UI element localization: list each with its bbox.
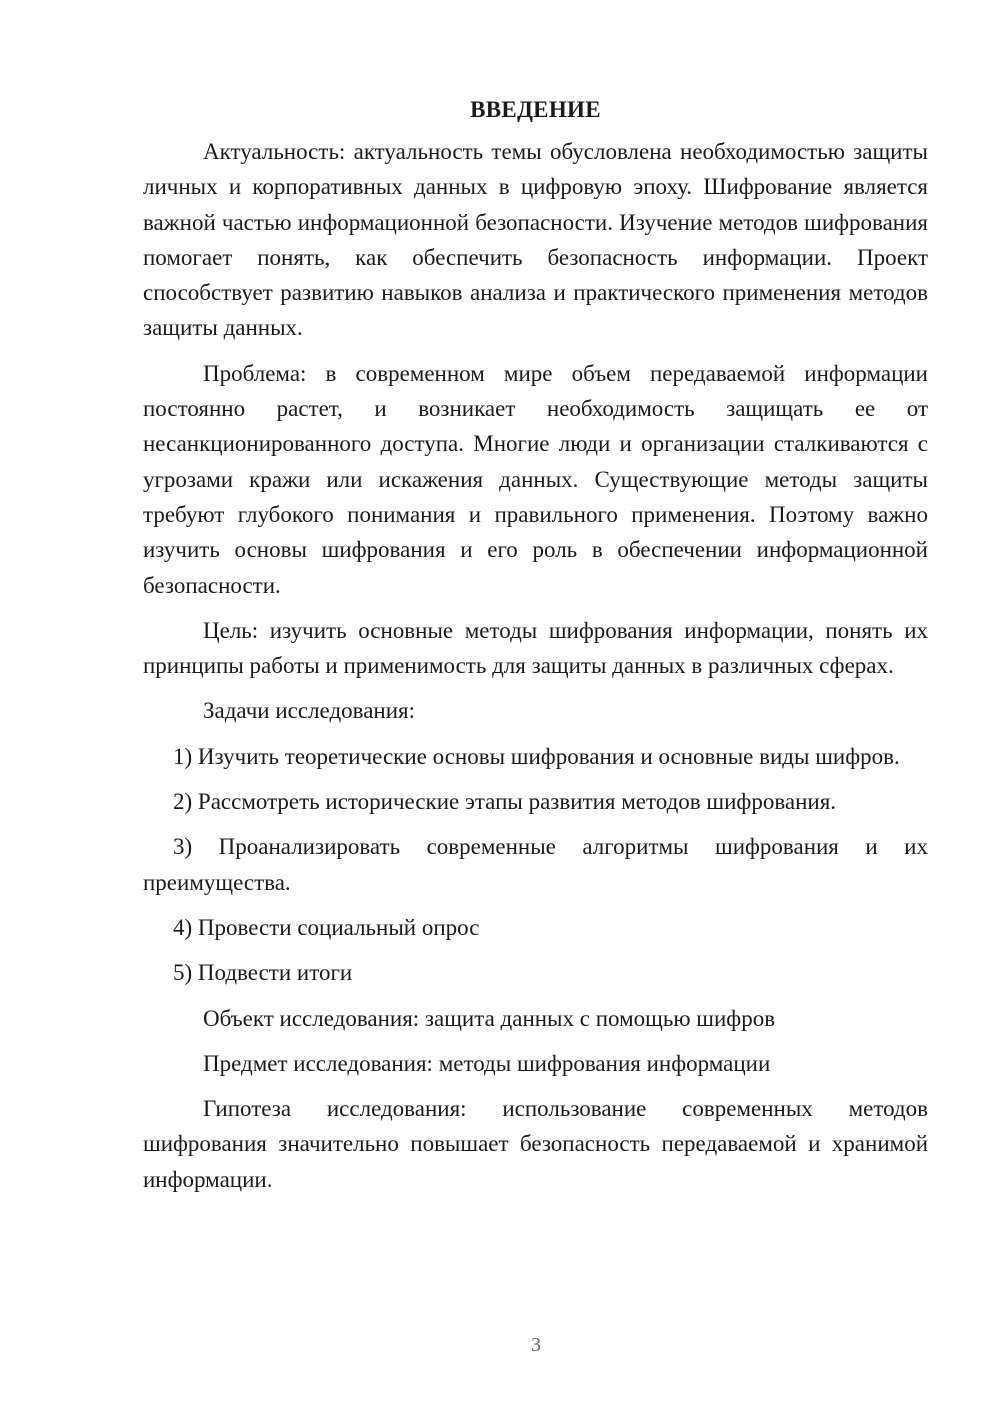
task-item-1: 1) Изучить теоретические основы шифрования и основные виды шифров.	[173, 743, 900, 769]
document-body	[143, 92, 928, 1207]
task-item-5: 5) Подвести итоги	[173, 960, 353, 986]
section-title: ВВЕДЕНИЕ	[470, 97, 601, 122]
paragraph-problem: Проблема: в современном мире объем передаваемой информации постоянно растет, и возникает необходимость защищать ее от несанкционированного доступа. Многие люди и организации сталкиваются с угрозами кражи или искажения данных. Существующие методы защиты требуют глубокого понимания и правильного применения. Поэтому важно изучить основы шифрования и его роль в обеспечении информационной безопасности.	[143, 360, 928, 598]
paragraph-object: Объект исследования: защита данных с помощью шифров	[203, 1005, 776, 1031]
page-number: 3	[531, 1334, 541, 1356]
task-item-3: 3) Проанализировать современные алгоритмы шифрования и их преимущества.	[143, 834, 928, 895]
paragraph-subject: Предмет исследования: методы шифрования информации	[203, 1050, 771, 1076]
paragraph-relevance: Актуальность: актуальность темы обусловлена необходимостью защиты личных и корпоративных данных в цифровую эпоху. Шифрование является важной частью информационной безопасности. Изучение методов шифрования помогает понять, как обеспечить безопасность информации. Проект способствует развитию навыков анализа и практического применения методов защиты данных.	[143, 139, 928, 341]
tasks-heading: Задачи исследования:	[203, 698, 416, 724]
paragraph-goal: Цель: изучить основные методы шифрования информации, понять их принципы работы и применимость для защиты данных в различных сферах.	[143, 617, 928, 679]
task-item-2: 2) Рассмотреть исторические этапы развития методов шифрования.	[173, 789, 837, 815]
task-item-4: 4) Провести социальный опрос	[173, 914, 480, 940]
paragraph-hypothesis: Гипотеза исследования: использование современных методов шифрования значительно повышает безопасность передаваемой и хранимой информации.	[143, 1096, 928, 1192]
